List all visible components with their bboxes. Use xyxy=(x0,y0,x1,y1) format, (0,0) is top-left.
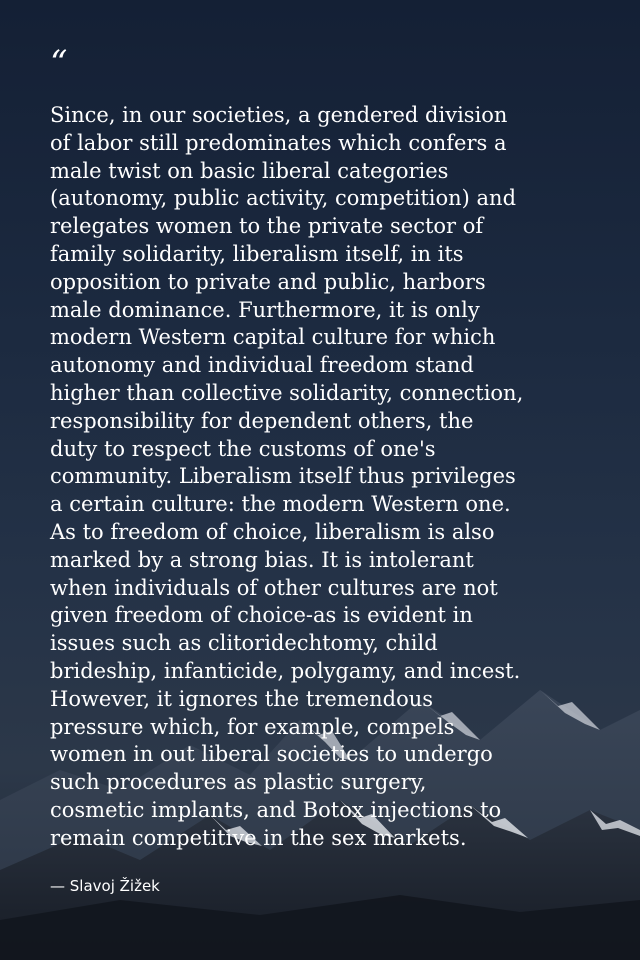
quote-text: Since, in our societies, a gendered division of labor still predominates which confers a male twist on basic liberal categories (autonomy, public activity, competition) and relegates women to the private sector of family solidarity, liberalism itself, in its opposition to private and public, harbors male dominance. Furthermore, it is only modern Western capital culture for which autonomy and individual freedom stand higher than collective solidarity, connection, responsibility for dependent others, the duty to respect the customs of one's community. Liberalism itself thus privileges a certain culture: the modern Western one. As to freedom of choice, liberalism is also marked by a strong bias. It is intolerant when individuals of other cultures are not given freedom of choice-as is evident in issues such as clitoridechtomy, child brideship, infanticide, polygamy, and incest. However, it ignores the tremendous pressure which, for example, compels women in out liberal societies to undergo such procedures as plastic surgery, cosmetic implants, and Botox injections to remain competitive in the sex markets. xyxy=(50,103,524,850)
quote-mark-icon: “ xyxy=(50,43,66,83)
quote-author: — Slavoj Žižek xyxy=(50,877,160,895)
